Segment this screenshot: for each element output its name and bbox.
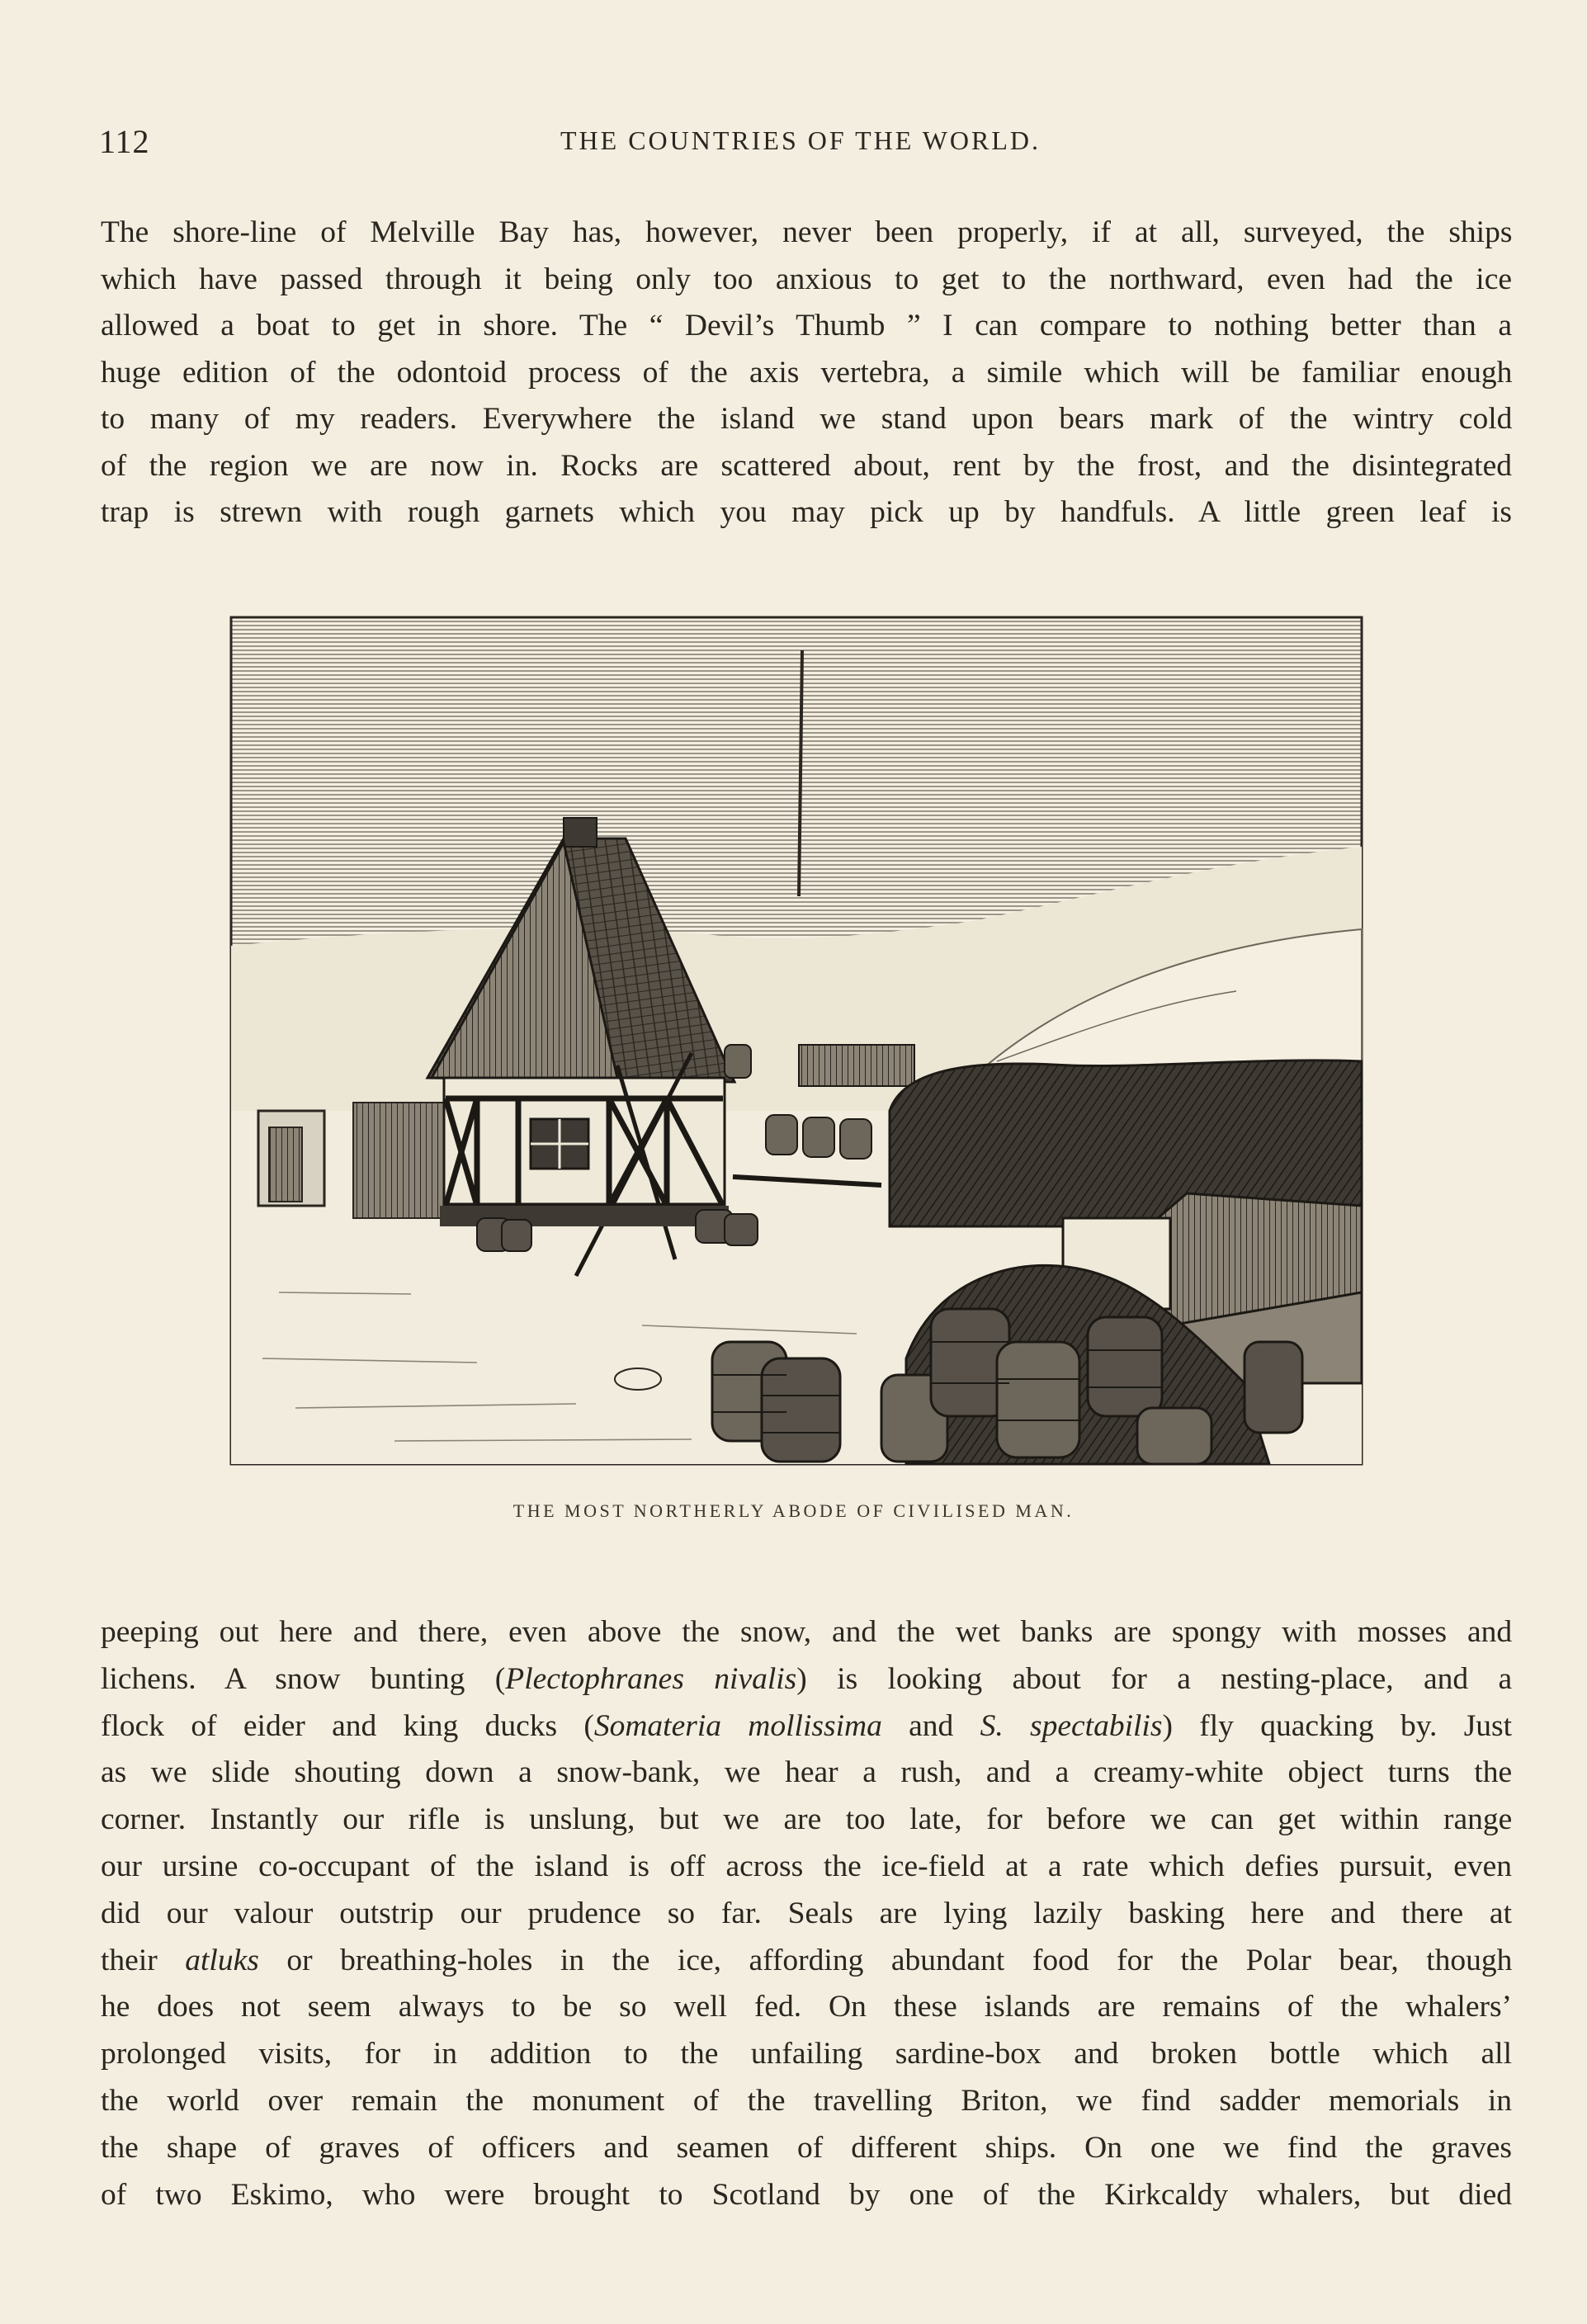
text-line [101, 1891, 1512, 1938]
engraving-illustration [229, 616, 1363, 1466]
text-line: huge edition of the odontoid process of the axis vertebra, a simile which will be familiar enough [101, 355, 1513, 390]
text-line: trap is strewn with rough garnets which you may pick up by handfuls. A little green leaf is [101, 495, 1512, 529]
text-line: The shore-line of Melville Bay has, however, never been properly, if at all, surveyed, the ships [101, 215, 1513, 249]
text-run: lichens. A snow bunting ( [101, 1661, 506, 1696]
text-run: our ursine co-occupant of the island is off across the ice-field at a rate which defies pursuit, even [101, 1849, 1512, 1883]
text-line: which have passed through it being only too anxious to get to the northward, even had the ice [101, 262, 1512, 296]
text-line: of the region we are now in. Rocks are scattered about, rent by the frost, and the disintegrated [101, 448, 1512, 483]
running-title: THE COUNTRIES OF THE WORLD. [560, 125, 1041, 155]
text-line [101, 1609, 1512, 1656]
text-run: flock of eider and king ducks ( [101, 1708, 594, 1743]
text-line [101, 2031, 1512, 2078]
text-line [101, 1984, 1512, 2031]
italic-species-name: S. spectabilis [980, 1708, 1163, 1743]
figure-caption: THE MOST NORTHERLY ABODE OF CIVILISED MAN. [512, 1500, 1075, 1521]
text-run: the world over remain the monument of the travelling Briton, we find sadder memorials in [101, 2083, 1512, 2118]
text-run: did our valour outstrip our prudence so far. Seals are lying lazily basking here and there at [101, 1896, 1512, 1930]
text-run: the shape of graves of officers and seamen of different ships. On one we find the graves [101, 2130, 1512, 2165]
text-run: of two Eskimo, who were brought to Scotland by one of the Kirkcaldy whalers, but died [101, 2177, 1512, 2212]
text-run: peeping out here and there, even above the snow, and the wet banks are spongy with mosses and [101, 1615, 1513, 1649]
engraving-svg [229, 616, 1363, 1466]
text-run: he does not seem always to be so well fed. On these islands are remains of the whalers’ [101, 1990, 1513, 2024]
text-line [101, 2078, 1512, 2125]
text-run: as we slide shouting down a snow-bank, we hear a rush, and a creamy-white object turns the [101, 1755, 1513, 1790]
text-line [101, 1797, 1512, 1844]
italic-term: atluks [185, 1943, 259, 1977]
bottom-paragraph [101, 1609, 1512, 2218]
page-number: 112 [99, 123, 150, 160]
text-run: or breathing-holes in the ice, affording abundant food for the Polar bear, though [258, 1943, 1513, 1977]
text-line [101, 1750, 1512, 1797]
running-head [99, 122, 1502, 172]
top-paragraph [101, 210, 1512, 536]
italic-species-name: Plectophranes nivalis [505, 1661, 797, 1696]
text-run: and [881, 1708, 980, 1743]
text-line [101, 2172, 1512, 2219]
text-line [101, 1703, 1512, 1750]
text-line: allowed a boat to get in shore. The “ Devil’s Thumb ” I can compare to nothing better than a [101, 309, 1512, 342]
text-line [101, 1938, 1512, 1985]
text-line [101, 1844, 1512, 1891]
text-line [101, 1656, 1512, 1703]
text-line [101, 2125, 1512, 2172]
text-run: their [101, 1943, 186, 1977]
italic-species-name: Somateria mollissima [593, 1708, 882, 1743]
text-run: ) is looking about for a nesting-place, and a [796, 1661, 1513, 1696]
text-run: ) fly quacking by. Just [1162, 1708, 1513, 1743]
text-run: prolonged visits, for in addition to the unfailing sardine-box and broken bottle which all [101, 2037, 1512, 2071]
text-line: to many of my readers. Everywhere the island we stand upon bears mark of the wintry cold [101, 402, 1513, 436]
text-run: corner. Instantly our rifle is unslung, but we are too late, for before we can get within range [101, 1802, 1513, 1837]
